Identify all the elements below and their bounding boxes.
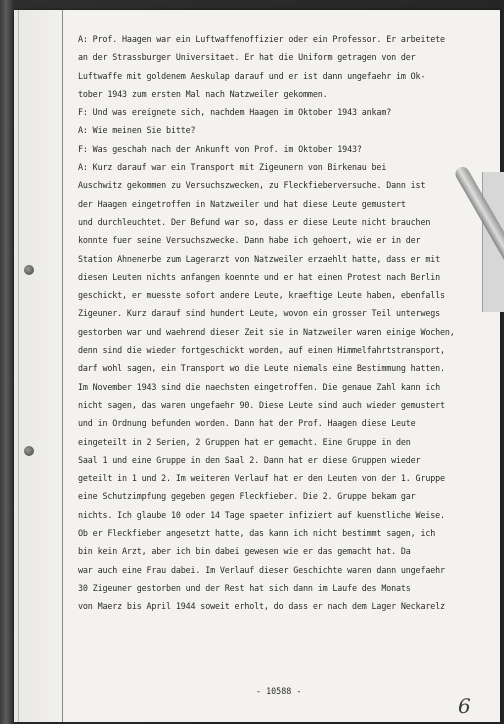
page-edge-line (18, 10, 19, 722)
punch-hole (24, 265, 34, 275)
text-line: Im November 1943 sind die naechsten eingetroffen. Die genaue Zahl kann ich (78, 381, 441, 392)
text-line: eine Schutzimpfung gegeben gegen Fleckfieber. Die 2. Gruppe bekam gar (78, 491, 416, 502)
text-line: A: Kurz darauf war ein Transport mit Zigeunern von Birkenau bei (78, 162, 387, 173)
text-line: eingeteilt in 2 Serien, 2 Gruppen hat er gemacht. Eine Gruppe in den (78, 436, 411, 447)
text-line: denn sind die wieder fortgeschickt worden, auf einen Himmelfahrtstransport, (78, 345, 445, 356)
text-line: geschickt, er muesste sofort andere Leute, kraeftige Leute haben, ebenfalls (78, 290, 445, 301)
text-line: der Haagen eingetroffen in Natzweiler und hat diese Leute gemustert (78, 198, 406, 209)
text-line: und in Ordnung befunden worden. Dann hat der Prof. Haagen diese Leute (78, 418, 416, 429)
text-line: darf wohl sagen, ein Transport wo die Leute niemals eine Bestimmung hatten. (78, 363, 445, 374)
text-line: gestorben war und waehrend dieser Zeit sie in Natzweiler waren einige Wochen, (78, 326, 455, 337)
text-line: und durchleuchtet. Der Befund war so, dass er diese Leute nicht brauchen (78, 216, 431, 227)
text-line: geteilt in 1 und 2. Im weiteren Verlauf hat er den Leuten von der 1. Gruppe (78, 473, 445, 484)
typed-text-body (78, 30, 488, 616)
text-line: Saal 1 und eine Gruppe in den Saal 2. Dann hat er diese Gruppen wieder (78, 454, 421, 465)
text-line: Auschwitz gekommen zu Versuchszwecken, zu Fleckfieberversuche. Dann ist (78, 180, 426, 191)
text-line: bin kein Arzt, aber ich bin dabei gewesen wie er das gemacht hat. Da (78, 546, 411, 557)
binding-margin (14, 10, 63, 722)
text-line: nichts. Ich glaube 10 oder 14 Tage spaeter infiziert auf kuenstliche Weise. (78, 509, 445, 520)
text-line: war auch eine Frau dabei. Im Verlauf dieser Geschichte waren dann ungefaehr (78, 564, 445, 575)
text-line: A: Wie meinen Sie bitte? (78, 125, 196, 136)
punch-hole (24, 446, 34, 456)
text-line: Ob er Fleckfieber angesetzt hatte, das kann ich nicht bestimmt sagen, ich (78, 528, 436, 539)
handwritten-folio-mark: 6 (458, 694, 471, 718)
text-line: A: Prof. Haagen war ein Luftwaffenoffizier oder ein Professor. Er arbeitete (78, 34, 445, 44)
text-line: konnte fuer seine Versuchszwecke. Dann habe ich gehoert, wie er in der (78, 235, 421, 246)
text-line: an der Strassburger Universitaet. Er hat die Uniform getragen von der (78, 52, 416, 63)
text-line: F: Was geschah nach der Ankunft von Prof. im Oktober 1943? (78, 143, 362, 154)
page-number: - 10588 - (256, 686, 302, 696)
text-line: diesen Leuten nichts anfangen koennte und er hat einen Protest nach Berlin (78, 271, 441, 282)
text-line: tober 1943 zum ersten Mal nach Natzweiler gekommen. (78, 88, 328, 99)
text-line: von Maerz bis April 1944 soweit erholt, do dass er nach dem Lager Neckarelz (78, 601, 445, 612)
text-line: 30 Zigeuner gestorben und der Rest hat sich dann im Laufe des Monats (78, 582, 411, 593)
text-line: Station Ahnenerbe zum Lagerarzt von Natzweiler erzaehlt hatte, dass er mit (78, 253, 441, 264)
text-line: Zigeuner. Kurz darauf sind hundert Leute, wovon ein grosser Teil unterwegs (78, 308, 441, 319)
text-line: F: Und was ereignete sich, nachdem Haagen im Oktober 1943 ankam? (78, 107, 392, 118)
text-line: nicht sagen, das waren ungefaehr 90. Diese Leute sind auch wieder gemustert (78, 399, 445, 410)
text-line: Luftwaffe mit goldenem Aeskulap darauf und er ist dann ungefaehr im Ok- (78, 70, 426, 81)
